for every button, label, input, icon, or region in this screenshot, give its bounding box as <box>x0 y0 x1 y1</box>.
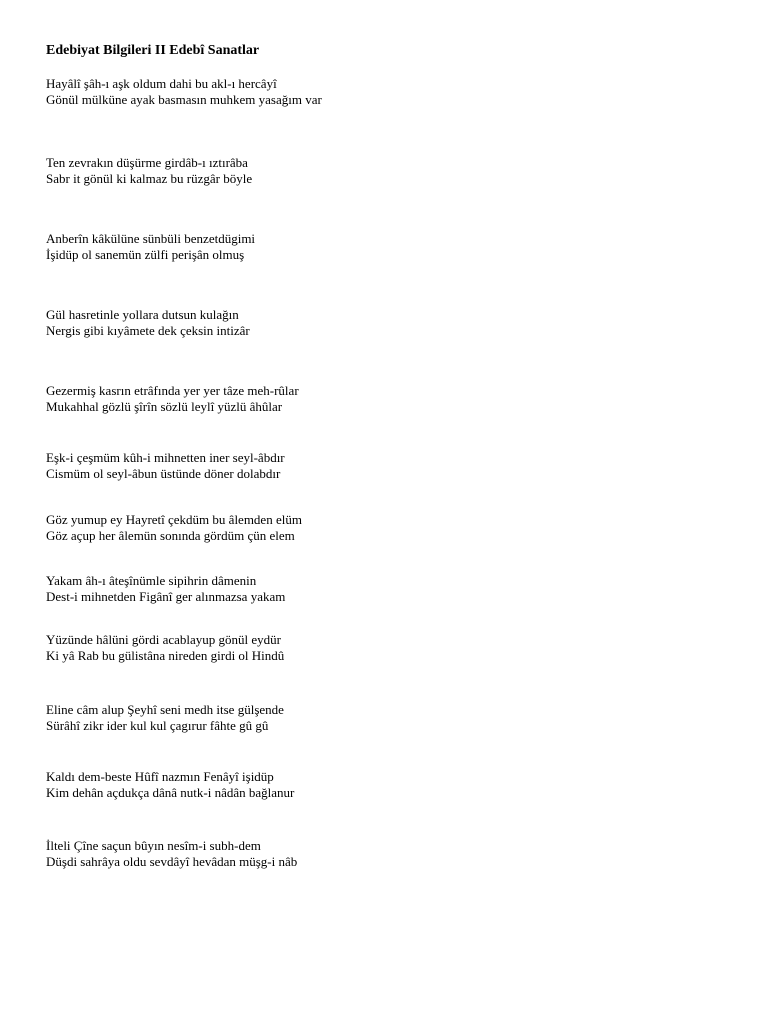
couplet <box>46 307 250 339</box>
couplet <box>46 450 285 482</box>
verse-line: Cismüm ol seyl-âbun üstünde döner dolabdır <box>46 466 281 481</box>
verse-line: Eşk-i çeşmüm kûh-i mihnetten iner seyl-âbdır <box>46 450 285 465</box>
verse-line: Hayâlî şâh-ı aşk oldum dahi bu akl-ı hercâyî <box>46 76 277 91</box>
couplet <box>46 702 284 734</box>
couplet <box>46 155 252 187</box>
couplet <box>46 383 299 415</box>
verse-line: Sürâhî zikr ider kul kul çagırur fâhte gû gû <box>46 718 269 733</box>
verse-line: Yakam âh-ı âteşînümle sipihrin dâmenin <box>46 573 257 588</box>
couplet <box>46 769 294 801</box>
couplet <box>46 512 302 544</box>
couplet <box>46 76 322 108</box>
verse-line: Göz yumup ey Hayretî çekdüm bu âlemden elüm <box>46 512 302 527</box>
verse-line: Gezermiş kasrın etrâfında yer yer tâze meh-rûlar <box>46 383 299 398</box>
verse-line: Göz açup her âlemün sonında gördüm çün elem <box>46 528 295 543</box>
verse-line: Sabr it gönül ki kalmaz bu rüzgâr böyle <box>46 171 253 186</box>
verse-line: Gül hasretinle yollara dutsun kulağın <box>46 307 239 322</box>
verse-line: Kim dehân açdukça dânâ nutk-i nâdân bağlanur <box>46 785 295 800</box>
couplet <box>46 573 285 605</box>
verse-line: Yüzünde hâlüni gördi acablayup gönül eydür <box>46 632 282 647</box>
verse-line: Ki yâ Rab bu gülistâna nireden girdi ol Hindû <box>46 648 285 663</box>
verse-line: Gönül mülküne ayak basmasın muhkem yasağım var <box>46 92 322 107</box>
verse-line: Dest-i mihnetden Figânî ger alınmazsa yakam <box>46 589 286 604</box>
verse-line: Eline câm alup Şeyhî seni medh itse gülşende <box>46 702 284 717</box>
page-title: Edebiyat Bilgileri II Edebî Sanatlar <box>46 43 260 58</box>
verse-line: İşidüp ol sanemün zülfi perişân olmuş <box>46 247 245 262</box>
verse-line: Düşdi sahrâya oldu sevdâyî hevâdan müşg-i nâb <box>46 854 298 869</box>
couplet <box>46 838 297 870</box>
couplet <box>46 231 255 263</box>
verse-line: Ten zevrakın düşürme girdâb-ı ıztırâba <box>46 155 248 170</box>
couplet <box>46 632 284 664</box>
verse-line: Nergis gibi kıyâmete dek çeksin intizâr <box>46 323 250 338</box>
verse-line: Kaldı dem-beste Hûfî nazmın Fenâyî işidüp <box>46 769 274 784</box>
verse-line: İlteli Çîne saçun bûyın nesîm-i subh-dem <box>46 838 261 853</box>
verse-line: Anberîn kâkülüne sünbüli benzetdügimi <box>46 231 256 246</box>
verse-line: Mukahhal gözlü şîrîn sözlü leylî yüzlü âhûlar <box>46 399 283 414</box>
